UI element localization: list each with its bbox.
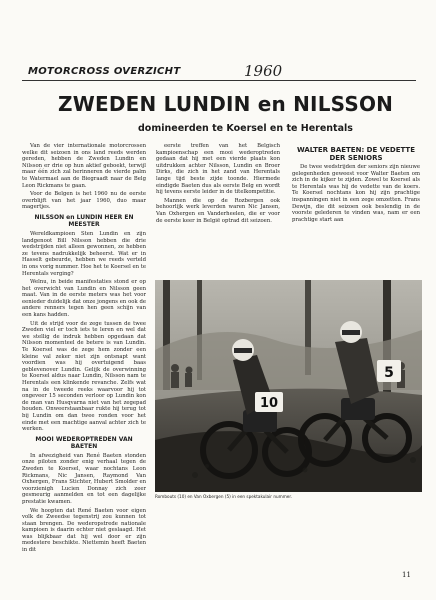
paragraph: eerste treffen van het Belgisch kampioenschap een mooi wederoptreden gedaan dat hij met een vierde plaats kon uitdrukken achter Nilsson, Lundin en Broer Dirks, die zich in het zand van Herentals lange tijd beste zijde toonde. Hiermede eindigde Baeten dus als eerste Belg en wordt hij tevens eerste leider in de titelkompetitie. — [156, 143, 280, 196]
paragraph: Van de vier internationale motorcrossen welke dit seizoen in ons land reeds werden gereden, hebben de Zweden Lundin en Nilsson er drie op hun aktief geboekt, terwijl maar één zich zal herinneren de vierde palm te Watermael aan de Biegraadt naar de Belg Leon Rickmans te gaan. — [22, 143, 146, 189]
paragraph: Mannen die op de Rozbergen ook behoorlijk werk leverden waren Nic Jansen, Van Oxhergen en Vanderheelen, die er voor de eerste keer in België optrad dit seizoen. — [156, 197, 280, 224]
paragraph: Welnu, in beide manifestaties stond er op het overwicht van Lundin en Nilsson geen maat. Van in de eerste meters was het voor eenieder duidelijk dat onze jongens en ook de andere renners tegen hen geen schijn van een kans hadden. — [22, 279, 146, 319]
page-number: 11 — [402, 571, 411, 579]
handwritten-year: 1960 — [244, 62, 283, 80]
article-title: ZWEDEN LUNDIN en NILSSON — [58, 92, 394, 116]
motocross-photo-illustration — [155, 280, 422, 492]
section-heading: WALTER BAETEN: DE VEDETTE DER SENIORS — [296, 146, 415, 162]
rider-number: 5 — [384, 365, 394, 381]
race-photo — [155, 280, 422, 492]
section-heading: MOOI WEDEROPTREDEN VAN BAETEN — [35, 435, 133, 450]
header-divider — [22, 80, 416, 81]
right-column — [292, 143, 420, 275]
paragraph: Voor de Belgen is het 1960 nu de eerste overblijft van het jaar 1960, duo maar magertjes. — [22, 191, 146, 211]
paragraph: In afwezigheid van René Baeten stonden onze piloten zonder enig verhaal tegen de Zweden te Koersel, waar nochtans Leon Rickmans, Nic Jansen, Raymond Van Oxhergen, Frans Stichter, Hubert Smolder en voorzienigh Lucien Donnay zich zeer gesmeurig aanmelden en tot een dagelijke prestatie kwamen. — [22, 452, 146, 505]
paragraph: Uit de strijd voor de zege tussen de twee Zweden viel er toch iets te leren en wel dat we stellig de indruk hebben opgedaan dat Nilsson momenteel de betere is van Lundin. Te Koersel was de zege hem zonder een kleine val zeker niet zijn ontsnapt want voordien was hij overtuigend baas geblevenover Lundin. Gelijk de overwinning te Koersel aldus naar Lundin, Nilsson nam te Herentals een klinkende revanche. Zelfs wat na in de tweede reeks waarvoor hij tot ongeveer 15 seconden verloor op Lundin kon de man van Husqvarna niet van het zegepad houden. Onweerstaanbaar rukte hij terug tot bij Lundin om dan twee ronden voor het einde met een machtige aanval achter zich te werken. — [22, 320, 146, 433]
photo-caption: Rombouts (10) en Van Oxbergen (5) in een spektakulair nummer. — [155, 494, 293, 499]
left-column — [22, 143, 146, 573]
section-title: MOTORCROSS OVERZICHT — [28, 66, 181, 77]
rider-number: 10 — [259, 396, 279, 411]
middle-column — [156, 143, 280, 275]
section-heading: NILSSON en LUNDIN HEER EN MEESTER — [34, 213, 134, 228]
article-subtitle: domineerden te Koersel en te Herentals — [138, 123, 353, 134]
paragraph: De twee wedstrijden der seniors zijn nieuwe gelegenheden geweest voor Walter Baeten om zich in de kijker te zijden. Zowel te Koersel als te Herentals was hij de vedette van de koers. Te Koersel nochtans kon hij zijn prachtige inspanningen niet in een zege omzetten. Frans Dewijn, die dit seizoen ook beslendig in de voorste gelederen te vinden was, nam er een prachtige start aan — [292, 164, 420, 223]
paragraph: We hoopten dat René Baeten voor eigen volk de Zweedse tegenstrij zou kunnen tot staan brengen. De wederopstrede nationale kampioen is daarin echter niet geslaagd. Het was blijkbaar dat hij wel door er zijn medestere beschikte. Niettemin heeft Baeten in dit — [22, 507, 146, 554]
paragraph: Wereldkampioen Sten Lundin en zijn landgenoot Bill Nilsson hebben die drie wedstrijden niet alleen gewonnen, ze hebben ze tevens nadrukkelijk beheerst. Wat er in Hasselt gebeurde, hebben we reeds verteld in ons vorig nummer. Hoe het te Koersel en te Herentals verging? — [22, 230, 146, 277]
